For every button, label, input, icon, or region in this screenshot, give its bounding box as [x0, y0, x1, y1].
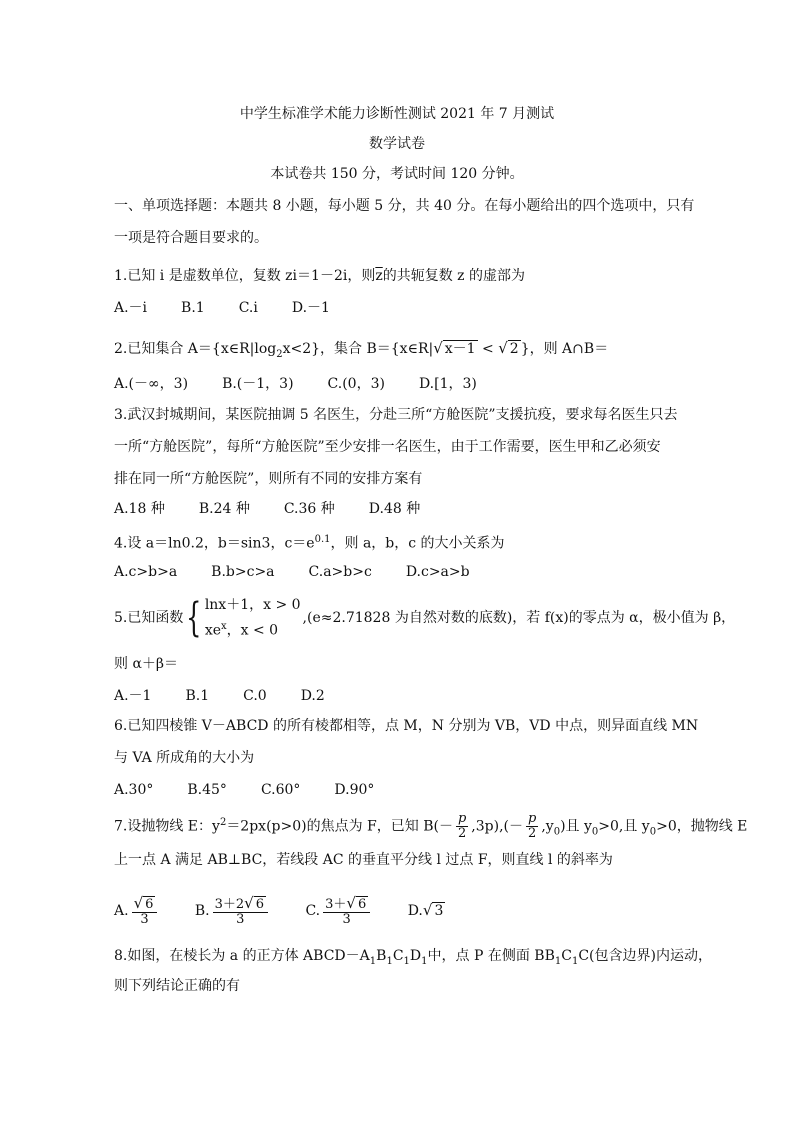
q2-option-c: C.(0，3) [327, 376, 385, 392]
q5-option-a: A.－1 [114, 688, 152, 704]
q2-less-than: < [477, 341, 499, 357]
q6-stem-line2: 与 VA 所成角的大小为 [114, 750, 255, 766]
q7-stem-part: ,y [541, 818, 554, 835]
q7-stem-part: >0，抛物线 E [656, 818, 748, 835]
q7-radicand: 6 [145, 896, 154, 912]
q7-sub: 0 [553, 826, 561, 838]
q5-case-2-exp: x [221, 621, 227, 632]
q7-option-b-frac [213, 893, 268, 927]
q6-option-d: D.90° [334, 782, 375, 798]
q5-stem-part: 5.已知函数 [114, 609, 184, 626]
q8-letter: B [376, 948, 387, 964]
q8-letter: D [409, 948, 422, 964]
q4-option-a: A.c>b>a [114, 564, 178, 580]
q1-option-b: B.1 [181, 300, 205, 316]
q4-option-c: C.a>b>c [308, 564, 372, 580]
sqrt-icon: √ [346, 893, 356, 912]
q4-exponent: 0.1 [314, 534, 331, 545]
q1-option-c: C.i [238, 300, 258, 316]
q8-sub: 1 [421, 955, 428, 967]
sqrt-icon: √ [244, 893, 254, 912]
q2-stem [114, 338, 608, 365]
q7-option-c-frac [323, 893, 370, 927]
sqrt-icon: √ [433, 339, 443, 357]
q6-option-b: B.45° [187, 782, 227, 798]
left-brace-icon: { [186, 594, 202, 641]
exam-subtitle: 数学试卷 [369, 136, 425, 152]
q8-stem-part: 8.如图，在棱长为 a 的正方体 ABCD－A [114, 948, 370, 964]
q3-options [114, 499, 454, 519]
q7-radicand: 3 [434, 903, 444, 919]
q6-options [114, 780, 408, 800]
q7-option-b [194, 893, 271, 927]
q7-option-a-frac [132, 893, 158, 927]
q1-options [114, 298, 364, 318]
q7-sub: 0 [591, 826, 599, 838]
q7-option-a-num [132, 893, 158, 913]
q3-stem-line1: 3.武汉封城期间，某医院抽调 5 名医生，分赴三所“方舱医院”支援抗疫，要求每名医生只去 [114, 407, 678, 423]
q7-frac-den: 2 [457, 826, 467, 842]
exam-info: 本试卷共 150 分，考试时间 120 分钟。 [270, 166, 524, 182]
q7-stem [114, 805, 747, 850]
q7-stem-part: 7.设抛物线 E：y [114, 818, 220, 835]
q8-letter: C [392, 948, 404, 964]
q7-option-c [305, 893, 373, 927]
q7-option-label: C. [305, 903, 321, 919]
q8-stem-part: C(包含边界)内运动， [578, 948, 712, 964]
q7-exponent: 2 [219, 817, 227, 828]
q7-option-a-den: 3 [140, 911, 149, 927]
q4-stem-part: ，则 a，b，c 的大小关系为 [330, 535, 505, 552]
q1-option-a: A.－i [114, 300, 148, 316]
q6-option-a: A.30° [114, 782, 154, 798]
q4-stem [114, 530, 505, 554]
q7-frac-num: p [457, 811, 467, 827]
q7-stem-part: ,3p),(－ [471, 818, 523, 835]
q4-options [114, 562, 504, 582]
q7-option-b-num [213, 893, 268, 913]
q7-option-d [408, 903, 446, 919]
q2-stem-part: 2.已知集合 A＝{x∈R|log [114, 341, 277, 357]
section1-heading-line2: 一项是符合题目要求的。 [114, 230, 268, 246]
q1-stem-part: 的共轭复数 z 的虚部为 [382, 268, 526, 284]
q1-zbar: $\overline{z}$ [375, 268, 383, 284]
q8-stem [114, 946, 712, 972]
q2-stem-part: x<2}，集合 B＝{x∈R| [282, 341, 434, 357]
q5-stem-part: ,(e≈2.71828 为自然对数的底数)，若 f(x)的零点为 α，极小值为 β， [302, 609, 736, 626]
q7-option-label: D. [407, 903, 423, 919]
q7-stem-part: )且 y [560, 818, 592, 835]
q5-stem-line2: 则 α＋β＝ [114, 656, 178, 672]
q7-fraction [526, 812, 538, 841]
q5-option-c: C.0 [243, 688, 267, 704]
q7-option-c-num [323, 893, 370, 913]
q7-option-b-den: 3 [236, 911, 245, 927]
q7-options [114, 890, 445, 931]
q5-option-d: D.2 [300, 688, 325, 704]
q4-option-d: D.c>a>b [405, 564, 470, 580]
q3-option-a: A.18 种 [114, 501, 165, 517]
q2-log-base: 2 [276, 348, 283, 360]
q2-radicand-2: 2 [509, 341, 519, 357]
sqrt-icon: √ [133, 893, 144, 912]
q5-case-2-part: ，x < 0 [226, 622, 279, 639]
q7-sub: 0 [649, 826, 657, 838]
q6-stem-line1: 6.已知四棱锥 V－ABCD 的所有棱都相等，点 M，N 分别为 VB，VD 中点，则异面直线 MN [114, 718, 699, 734]
q7-stem-part: >0,且 y [598, 818, 650, 835]
q5-piecewise [205, 594, 301, 642]
section1-heading-line1: 一、单项选择题：本题共 8 小题，每小题 5 分，共 40 分。在每小题给出的四个选项中，只有 [114, 198, 695, 214]
q7-stem-part: ＝2px(p>0)的焦点为 F，已知 B(－ [226, 818, 453, 835]
q7-fraction [456, 812, 468, 841]
q3-option-c: C.36 种 [283, 501, 335, 517]
q3-option-d: D.48 种 [368, 501, 421, 517]
q3-stem-line3: 排在同一所“方舱医院”，则所有不同的安排方案有 [114, 471, 423, 487]
q7-frac-den: 2 [528, 826, 537, 842]
q2-options [114, 374, 511, 394]
q7-stem-line2: 上一点 A 满足 AB⊥BC，若线段 AC 的垂直平分线 l 过点 F，则直线 l 的斜率为 [114, 852, 613, 868]
q7-radicand: 6 [357, 896, 367, 912]
q7-option-label: B. [194, 903, 210, 919]
q8-sub: 1 [554, 955, 562, 967]
q2-option-b: B.(－1，3) [222, 376, 294, 392]
q8-letter: C [561, 948, 572, 964]
q7-option-label: A. [114, 903, 129, 919]
q7-option-c-den: 3 [342, 911, 351, 927]
q5-case-2-part: xe [204, 622, 221, 639]
q4-stem-part: 4.设 a＝ln0.2，b＝sin3，c＝e [114, 535, 315, 552]
q7-frac-num: p [528, 811, 537, 827]
q2-radicand-1: x－1 [444, 341, 476, 357]
q7-option-c-num-part: 3＋ [325, 896, 347, 912]
q5-options [114, 686, 359, 706]
q6-option-c: C.60° [260, 782, 301, 798]
q5-case-2 [205, 616, 301, 642]
exam-title: 中学生标准学术能力诊断性测试 2021 年 7 月测试 [239, 106, 555, 122]
q8-sub: 1 [403, 955, 410, 967]
q4-option-b: B.b>c>a [211, 564, 275, 580]
q5-stem [114, 594, 735, 642]
q1-stem-part: 1.已知 i 是虚数单位，复数 zi＝1－2i，则 [114, 268, 376, 284]
q7-option-b-num-part: 3＋2 [214, 896, 245, 912]
q2-option-a: A.(－∞，3) [114, 376, 189, 392]
q3-option-b: B.24 种 [198, 501, 250, 517]
q1-stem [114, 266, 525, 286]
q8-sub: 1 [369, 955, 377, 967]
q8-sub: 1 [386, 955, 393, 967]
q1-option-d: D.－1 [291, 300, 330, 316]
q7-radicand: 6 [255, 896, 264, 912]
q5-case-1: lnx＋1，x > 0 [204, 597, 301, 613]
q8-stem-line2: 则下列结论正确的有 [114, 978, 240, 994]
sqrt-icon: √ [498, 339, 508, 357]
q3-stem-line2: 一所“方舱医院”，每所“方舱医院”至少安排一名医生，由于工作需要，医生甲和乙必须安 [114, 439, 661, 455]
q2-stem-part: }，则 A∩B＝ [520, 341, 609, 357]
q7-option-a [114, 893, 160, 927]
q8-sub: 1 [571, 955, 579, 967]
sqrt-icon: √ [422, 901, 433, 919]
q2-option-d: D.[1，3) [418, 376, 477, 392]
q8-stem-part: 中，点 P 在侧面 BB [427, 948, 555, 964]
q5-option-b: B.1 [185, 688, 210, 704]
